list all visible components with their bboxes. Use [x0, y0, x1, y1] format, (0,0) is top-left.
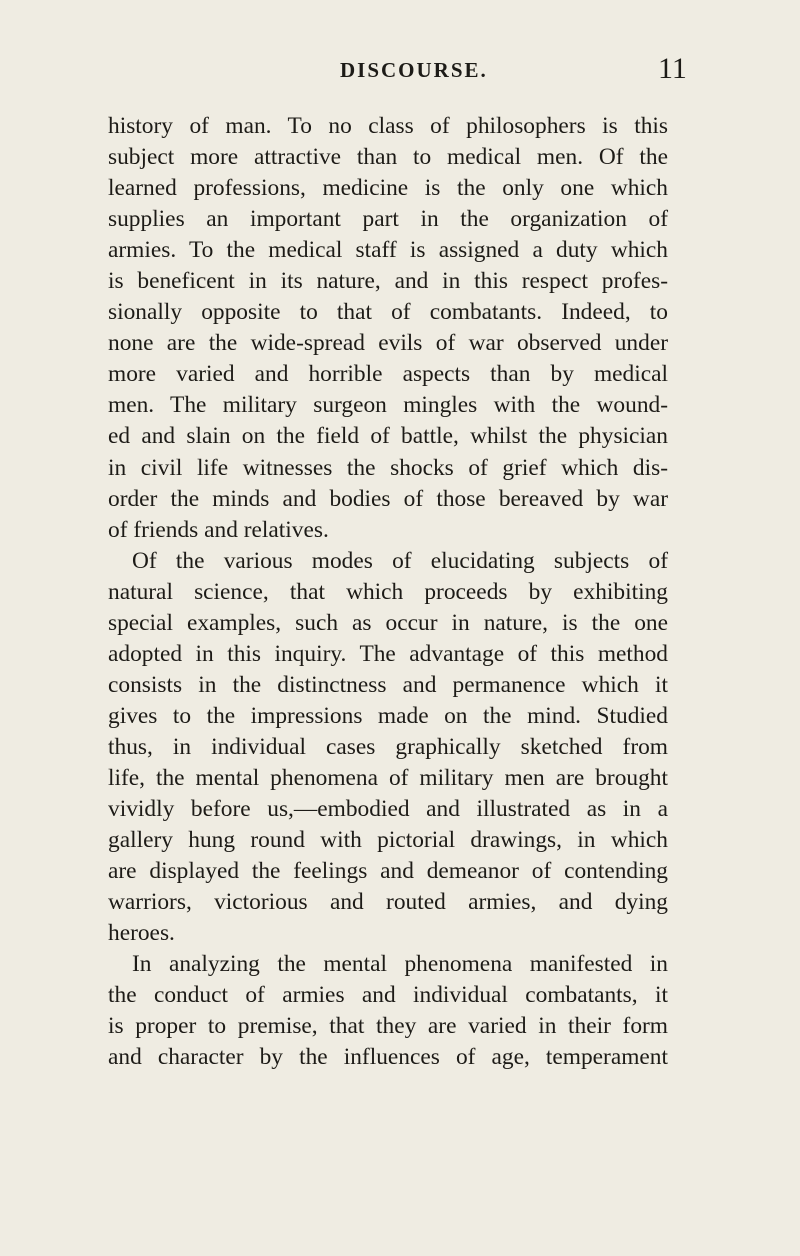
text-line: men. The military surgeon mingles with the wound- [108, 392, 668, 419]
text-line: warriors, victorious and routed armies, and dying [108, 889, 668, 916]
text-line: subject more attractive than to medical men. Of the [108, 144, 668, 171]
text-line: In analyzing the mental phenomena manifested in [132, 951, 668, 978]
text-line: armies. To the medical staff is assigned a duty which [108, 237, 668, 264]
text-line: is beneficent in its nature, and in this respect profes- [108, 268, 668, 295]
text-line: more varied and horrible aspects than by medical [108, 361, 668, 388]
text-line: in civil life witnesses the shocks of grief which dis- [108, 454, 668, 481]
text-line: history of man. To no class of philosophers is this [108, 113, 668, 139]
text-line: heroes. [108, 920, 175, 947]
text-line: life, the mental phenomena of military men are brought [108, 764, 668, 791]
text-line: vividly before us,—embodied and illustrated as in a [108, 796, 668, 823]
text-line: gallery hung round with pictorial drawings, in which [108, 827, 668, 854]
page-number: 11 [658, 52, 687, 85]
text-line: the conduct of armies and individual combatants, it [108, 982, 668, 1009]
text-line: order the minds and bodies of those bereaved by war [108, 485, 668, 512]
text-line: thus, in individual cases graphically sketched from [108, 733, 668, 760]
text-line: adopted in this inquiry. The advantage of this method [108, 640, 668, 667]
text-line: ed and slain on the field of battle, whilst the physician [108, 423, 668, 450]
text-line: sionally opposite to that of combatants. Indeed, to [108, 299, 668, 326]
running-head [0, 52, 800, 88]
text-line: supplies an important part in the organization of [108, 206, 668, 233]
text-line: Of the various modes of elucidating subjects of [132, 547, 668, 574]
text-line: natural science, that which proceeds by exhibiting [108, 578, 668, 605]
text-line: is proper to premise, that they are varied in their form [108, 1013, 668, 1040]
text-line: consists in the distinctness and permanence which it [108, 671, 668, 698]
text-line: and character by the influences of age, temperament [108, 1044, 668, 1071]
text-line: of friends and relatives. [108, 516, 329, 543]
text-line: learned professions, medicine is the only one which [108, 175, 668, 202]
text-line: are displayed the feelings and demeanor of contending [108, 858, 668, 885]
text-line: gives to the impressions made on the mind. Studied [108, 702, 668, 729]
text-line: special examples, such as occur in nature, is the one [108, 609, 668, 636]
body-text [108, 111, 668, 1073]
running-title: DISCOURSE. [340, 58, 488, 82]
text-line: none are the wide-spread evils of war observed under [108, 330, 668, 357]
